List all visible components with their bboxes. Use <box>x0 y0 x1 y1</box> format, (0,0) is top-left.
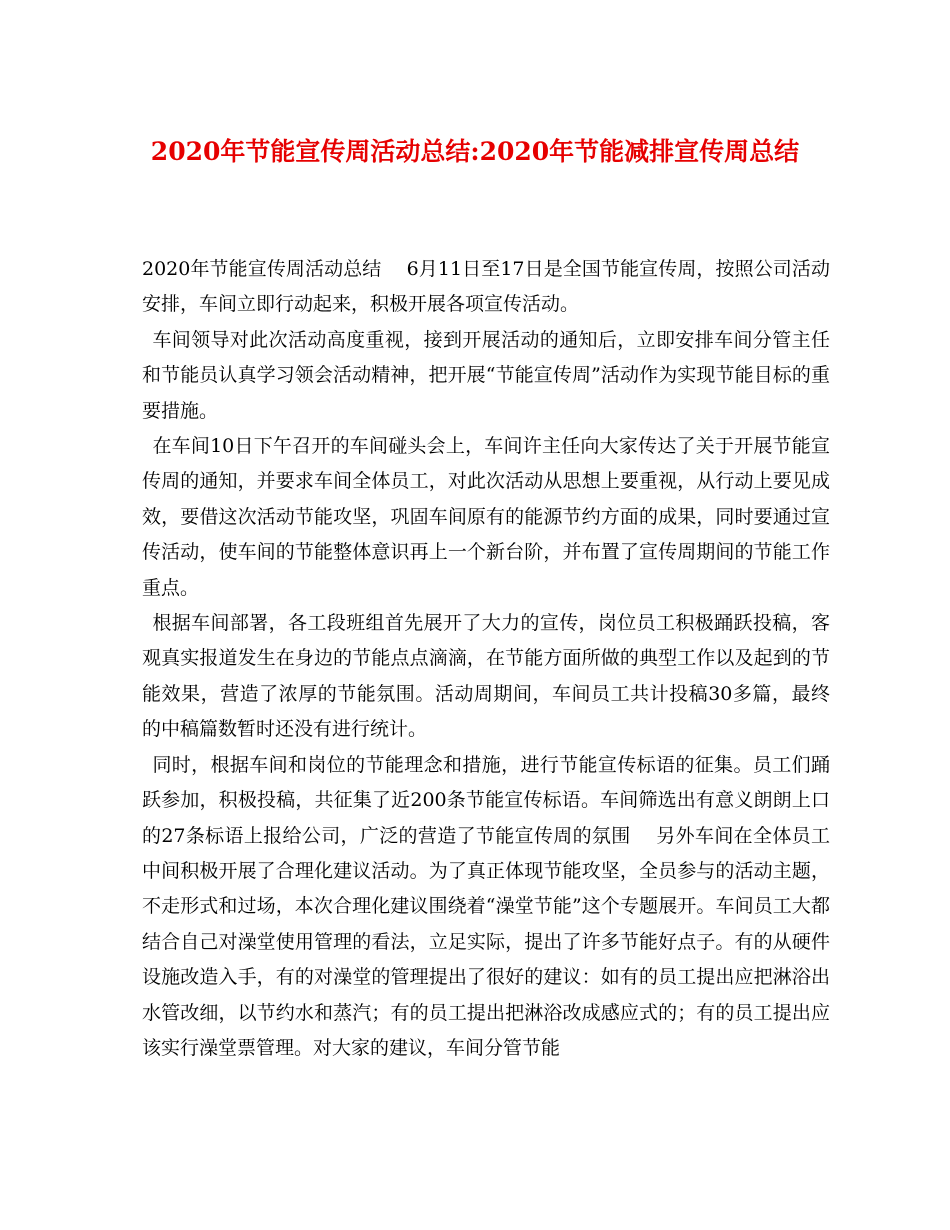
paragraph-leadership: 车间领导对此次活动高度重视，接到开展活动的通知后，立即安排车间分管主任和节能员认真学习领会活动精神，把开展“节能宣传周”活动作为实现节能目标的重要措施。 <box>142 328 830 422</box>
paragraph-publicity: 根据车间部署，各工段班组首先展开了大力的宣传，岗位员工积极踊跃投稿，客观真实报道发生在身边的节能点点滴滴，在节能方面所做的典型工作以及起到的节能效果，营造了浓厚的节能氛围。活动周期间，车间员工共计投稿30多篇，最终的中稿篇数暂时还没有进行统计。 <box>142 612 830 741</box>
paragraph-meeting: 在车间10日下午召开的车间碰头会上，车间许主任向大家传达了关于开展节能宣传周的通知，并要求车间全体员工，对此次活动从思想上要重视，从行动上要见成效，要借这次活动节能攻坚，巩固车间原有的能源节约方面的成果，同时要通过宣传活动，使车间的节能整体意识再上一个新台阶，并布置了宣传周期间的节能工作重点。 <box>142 435 830 599</box>
paragraph-intro: 2020年节能宣传周活动总结 6月11日至17日是全国节能宣传周，按照公司活动安排，车间立即行动起来，积极开展各项宣传活动。 <box>142 258 830 316</box>
document-body <box>142 252 830 1066</box>
paragraph-slogans-suggestions: 同时，根据车间和岗位的节能理念和措施，进行节能宣传标语的征集。员工们踊跃参加，积极投稿，共征集了近200条节能宣传标语。车间筛选出有意义朗朗上口的27条标语上报给公司，广泛的营造了节能宣传周的氛围 另外车间在全体员工中间积极开展了合理化建议活动。为了真正体现节能攻坚，全员参与的活动主题，不走形式和过场，本次合理化建议围绕着“澡堂节能”这个专题展开。车间员工大都结合自己对澡堂使用管理的看法，立足实际，提出了许多节能好点子。有的从硬件设施改造入手，有的对澡堂的管理提出了很好的建议：如有的员工提出应把淋浴出水管改细，以节约水和蒸汽；有的员工提出把淋浴改成感应式的；有的员工提出应该实行澡堂票管理。对大家的建议，车间分管节能 <box>142 753 830 1059</box>
document-title: 2020年节能宣传周活动总结:2020年节能减排宣传周总结 <box>150 137 800 166</box>
